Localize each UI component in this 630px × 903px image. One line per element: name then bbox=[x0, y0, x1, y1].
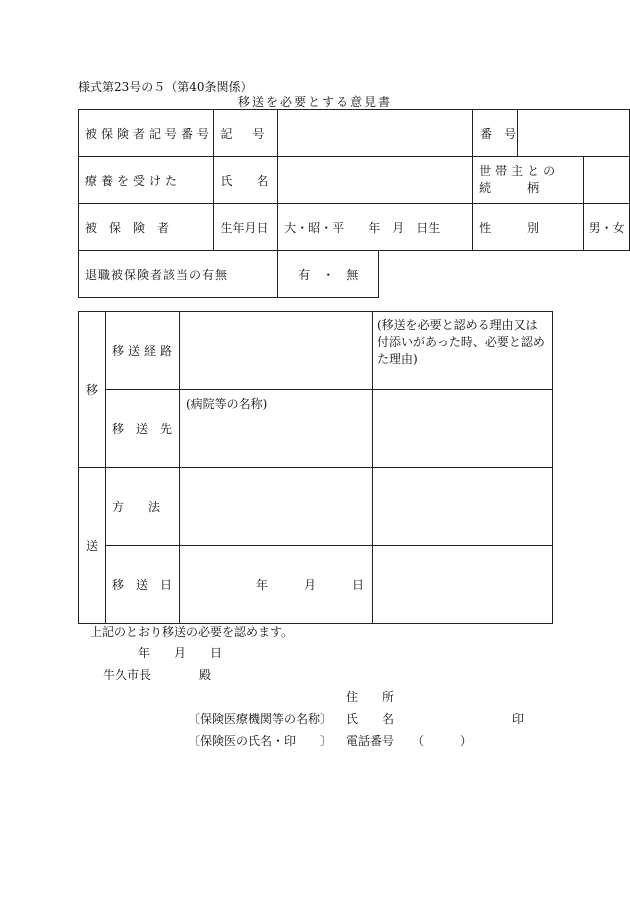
number-field[interactable] bbox=[518, 110, 630, 157]
transport-date-label: 移 送 日 bbox=[106, 546, 180, 624]
insured-label: 被 保 険 者 bbox=[79, 204, 214, 251]
page-title: 移送を必要とする意見書 bbox=[237, 95, 392, 109]
doctor-name-label: 氏 名 bbox=[346, 712, 395, 726]
birthdate-value[interactable]: 大・昭・平 年 月 日生 bbox=[278, 204, 473, 251]
recipient-label: 療養を受けた bbox=[79, 157, 214, 204]
number-label: 番 号 bbox=[473, 110, 518, 157]
hospital-name-label[interactable]: (病院等の名称) bbox=[180, 390, 373, 468]
destination-label: 移 送 先 bbox=[106, 390, 180, 468]
reason-line3: た理由) bbox=[377, 352, 418, 366]
side-label-1: 移 bbox=[79, 312, 106, 468]
statement: 上記のとおり移送の必要を認めます。 bbox=[90, 625, 294, 639]
issue-date[interactable]: 年 月 日 bbox=[138, 646, 223, 660]
birthdate-label: 生年月日 bbox=[214, 204, 278, 251]
reason-line2: 付添いがあった時、必要と認め bbox=[377, 335, 545, 349]
symbol-field[interactable] bbox=[278, 110, 473, 157]
addressee: 牛久市長 殿 bbox=[103, 668, 212, 682]
retired-label: 退職被保険者該当の有無 bbox=[79, 251, 278, 298]
seal-mark: 印 bbox=[512, 712, 525, 726]
transport-table bbox=[78, 311, 553, 624]
sex-label: 性 別 bbox=[473, 204, 584, 251]
relation-label-line1: 世帯主との bbox=[479, 164, 560, 178]
reason-line1: (移送を必要と認める理由又は bbox=[377, 318, 538, 332]
route-field[interactable] bbox=[180, 312, 373, 390]
doctor-label: 〔保険医の氏名・印 〕 bbox=[188, 734, 333, 748]
route-label: 移送経路 bbox=[106, 312, 180, 390]
reason-field-3[interactable] bbox=[373, 546, 553, 624]
phone-field[interactable]: （ ） bbox=[412, 734, 473, 748]
transport-date-value[interactable]: 年 月 日 bbox=[180, 546, 373, 624]
method-field[interactable] bbox=[180, 468, 373, 546]
side-label-2: 送 bbox=[79, 468, 106, 624]
method-label: 方 法 bbox=[106, 468, 180, 546]
address-label: 住 所 bbox=[346, 690, 395, 704]
retired-value[interactable]: 有 ・ 無 bbox=[278, 251, 379, 298]
recipient-name-field[interactable] bbox=[278, 157, 473, 204]
reason-field-2[interactable] bbox=[373, 468, 553, 546]
institution-label: 〔保険医療機関等の名称〕 bbox=[188, 712, 333, 726]
symbol-label: 記 号 bbox=[214, 110, 278, 157]
insured-symbol-number-label: 被保険者記号番号 bbox=[79, 110, 214, 157]
relation-field[interactable] bbox=[584, 157, 630, 204]
relation-label-line2: 続 柄 bbox=[479, 181, 540, 195]
name-label: 氏 名 bbox=[214, 157, 278, 204]
form-number: 様式第23号の５（第40条関係） bbox=[78, 80, 253, 94]
reason-field-1[interactable] bbox=[373, 390, 553, 468]
relation-label bbox=[473, 157, 584, 204]
sex-value[interactable]: 男・女 bbox=[584, 204, 630, 251]
insured-info-table bbox=[78, 109, 630, 298]
reason-label bbox=[373, 312, 553, 390]
phone-label: 電話番号 bbox=[346, 734, 395, 748]
